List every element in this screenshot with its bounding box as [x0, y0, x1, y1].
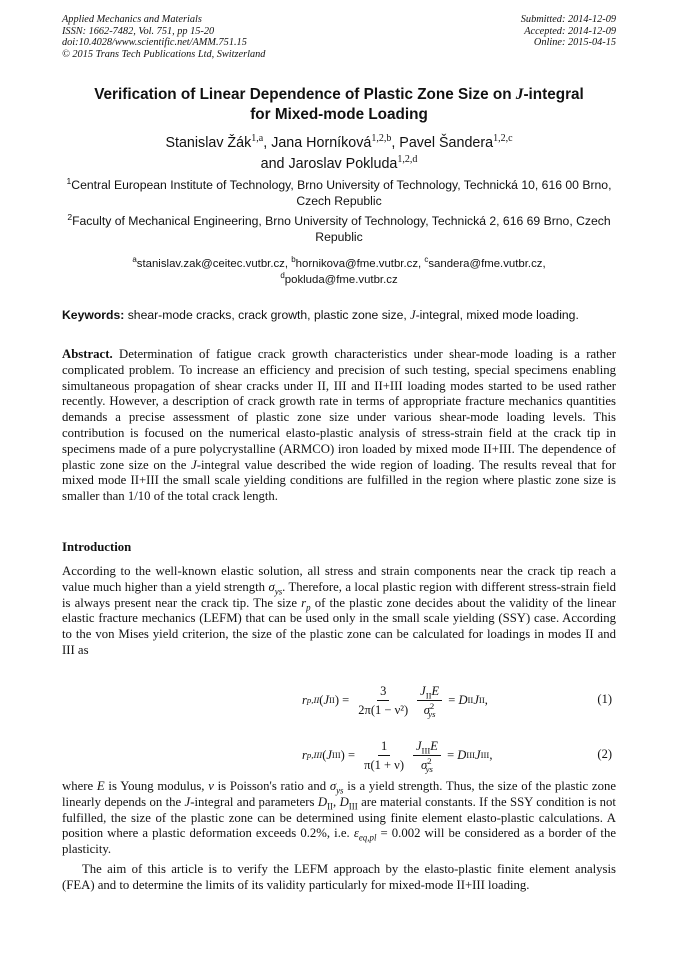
journal-info: [62, 14, 265, 60]
author-list: Stanislav Žák$^{1,a}$, Jana Horníková$^{1,2,b}$, Pavel Šandera$^{1,2,c}$ and Jaroslav Pokluda$^{1,2,d}$: [165, 133, 513, 172]
email-link[interactable]: pokluda@fme.vutbr.cz: [284, 273, 398, 286]
equation: r p,III ( J III ) = $\frac{1}{\pi(1 + \nu)}$ $\frac{J_{III}E}{\sigma^2_{ys}}$ = D III J III , (2): [302, 738, 612, 774]
paper-title: Verification of Linear Dependence of Plastic Zone Size on J-integral for Mixed-mode Loading: [94, 86, 584, 123]
abstract-label: Abstract.: [62, 347, 113, 361]
doi-line: doi:10.4028/www.scientific.net/AMM.751.15: [62, 37, 247, 49]
submission-dates: [521, 14, 616, 49]
body-paragraph: where E is Young modulus, ν is Poisson's ratio and $\sigma_{ys}$ is a yield strength. Thus, the size of the plastic zone linearly depends on the J-integral and parameters $D_{II}$, $D_{III}$ are material constants. If the SSY condition is not fulfilled, the size of the plastic zone can be determined using finite element elasto-plastic calculations. A position where a plastic deformation exceeds 0.2%, i.e. $\varepsilon_{eq,pl} = 0.002$ will be considered as a border of the plasticity.: [62, 779, 616, 857]
author-emails: $^a$stanislav.zak@ceitec.vutbr.cz, $^b$hornikova@fme.vutbr.cz, $^c$sandera@fme.vutbr.cz, $^d$pokluda@fme.vutbr.cz: [132, 255, 546, 286]
section-heading: Introduction: [62, 540, 132, 554]
keywords-label: Keywords:: [62, 308, 125, 322]
author: and Jaroslav Pokluda: [260, 156, 398, 172]
online-date: Online: 2015-04-15: [533, 37, 616, 49]
accepted-date: Accepted: 2014-12-09: [524, 25, 616, 37]
copyright-line: © 2015 Trans Tech Publications Ltd, Switzerland: [62, 48, 266, 60]
author: Jana Horníková: [271, 135, 372, 151]
affiliation: $^2$Faculty of Mechanical Engineering, Brno University of Technology, Technická 2, 616 69 Brno, Czech Republic: [67, 211, 611, 244]
equation-number: (2): [597, 747, 612, 761]
equation-number: (1): [597, 692, 612, 706]
intro-paragraph: According to the well-known elastic solution, all stress and strain components near the crack tip reach a value much higher than a yield strength $\sigma_{ys}$. Therefore, a local plastic region with different stress-strain field is always present near the crack tip. The size $r_p$ of the plastic zone decides about the validity of the linear elastic fracture mechanics (LEFM) that can be used only in the small scale yielding (SSY) case. According to the von Mises yield criterion, the size of the plastic zone can be calculated for loadings in modes II and III as: [62, 564, 616, 657]
issn-line: ISSN: 1662-7482, Vol. 751, pp 15-20: [62, 25, 215, 37]
keywords: Keywords: shear-mode cracks, crack growth, plastic zone size, J-integral, mixed mode loading.: [62, 308, 579, 322]
journal-name: Applied Mechanics and Materials: [62, 14, 202, 25]
email-link[interactable]: stanislav.zak@ceitec.vutbr.cz: [136, 258, 285, 270]
email-link[interactable]: hornikova@fme.vutbr.cz: [295, 258, 419, 270]
affiliation: $^1$Central European Institute of Technology, Brno University of Technology, Technická 10, 616 00 Brno, Czech Republic: [66, 175, 612, 208]
abstract: Abstract. Determination of fatigue crack growth characteristics under shear-mode loading is a rather complicated problem. To increase an efficiency and precision of such testing, special specimens enabling simultaneous propagation of shear cracks under II, III and II+III loading modes started to be used rather recently. However, a description of crack growth rate in terms of appropriate fracture mechanics quantities demands a precise assessment of plastic zone size under various shear-mode loading levels. This contribution is focused on the numerical elasto-plastic analysis of stress-strain field at the crack tip in specimens made of a pure polycrystalline (ARMCO) iron loaded by mixed mode II+III. The dependence of plastic zone size on the J-integral value described the wide region of loading. The results reveal that for mixed mode II+III the small scale yielding conditions are fulfilled in the region where plastic zone size is smaller than 1/10 of the total crack length.: [62, 347, 617, 504]
equation: r p,II ( J II ) = $\frac{3}{\text{2π(1 − ν²)}}$ $\frac{J_{II}E}{\sigma^2_{ys}}$ = D II J II , (1): [302, 683, 612, 719]
author: Pavel Šandera: [399, 135, 494, 151]
submitted-date: Submitted: 2014-12-09: [520, 14, 616, 25]
email-link[interactable]: sandera@fme.vutbr.cz: [428, 258, 543, 270]
author: Stanislav Žák: [165, 135, 252, 151]
body-paragraph: The aim of this article is to verify the LEFM approach by the elasto-plastic finite element analysis (FEA) and to determine the limits of its validity particularly for mixed-mode II+III loading.: [62, 862, 616, 892]
